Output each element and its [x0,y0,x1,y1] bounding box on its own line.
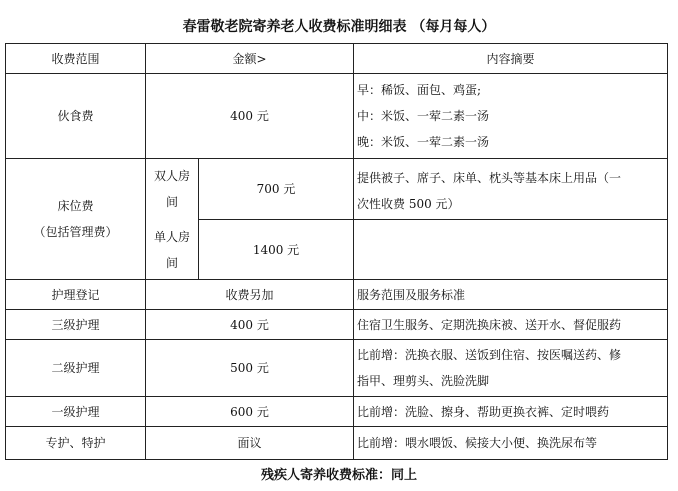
level1-label: 一级护理 [51,404,100,419]
bed-label-text: 床位费 [57,199,94,213]
meals-lunch: 中：米饭、一荤二素一汤 [357,109,490,123]
single-room-label [146,220,198,279]
footer-note: 残疾人寄养收费标准：同上 [260,468,417,483]
double-room-text: 双人房 [153,169,190,183]
header-content: 内容摘要 [486,51,535,66]
special-care-amount: 面议 [237,436,262,450]
level2-description-line: 比前增：洗换衣服、送饭到住宿、按医嘱送药、修 [357,348,622,362]
bed-description [355,165,665,217]
meals-dinner: 晚：米饭、一荤二素一汤 [357,135,490,149]
bed-description-line: 提供被子、席子、床单、枕头等基本床上用品（一 [357,171,622,185]
table-rule [353,219,668,220]
page-title: 春雷敬老院寄养老人收费标准明细表 （每月每人） [182,19,496,35]
table-rule [667,43,668,460]
level2-label: 二级护理 [51,361,100,375]
meals-description [355,77,665,155]
special-care-description: 比前增：喂水喂饭、候接大小便、换洗尿布等 [357,436,598,450]
single-room-text-2: 间 [165,255,178,270]
bed-label-note: （包括管理费） [33,225,118,239]
level2-description-line: 指甲、理剪头、洗脸洗脚 [357,374,490,388]
care-reg-label: 护理登记 [51,287,100,302]
level1-description: 比前增：洗脸、擦身、帮助更换衣裤、定时喂药 [357,404,610,419]
care-reg-description: 服务范围及服务标准 [357,287,466,302]
table-rule [5,459,668,460]
double-room-amount: 700 元 [256,182,296,196]
level2-description [355,342,665,394]
meals-label: 伙食费 [57,109,94,123]
single-room-amount: 1400 元 [252,242,300,257]
level3-amount: 400 元 [230,317,269,332]
single-room-text: 单人房 [153,229,190,244]
level2-amount: 500 元 [230,361,269,375]
header-range: 收费范围 [51,51,100,66]
care-reg-amount: 收费另加 [225,287,274,302]
double-room-label [146,159,198,219]
meals-breakfast: 早：稀饭、面包、鸡蛋; [357,83,482,97]
level3-description: 住宿卫生服务、定期洗换床被、送开水、督促服药 [357,317,622,332]
special-care-label: 专护、特护 [45,436,106,450]
level1-amount: 600 元 [230,404,269,419]
bed-label [6,159,145,279]
double-room-text-2: 间 [165,195,178,209]
meals-amount: 400 元 [230,109,269,123]
header-amount: 金额> [232,51,267,66]
bed-description-line: 次性收费 500 元） [357,197,460,211]
level3-label: 三级护理 [51,317,100,332]
